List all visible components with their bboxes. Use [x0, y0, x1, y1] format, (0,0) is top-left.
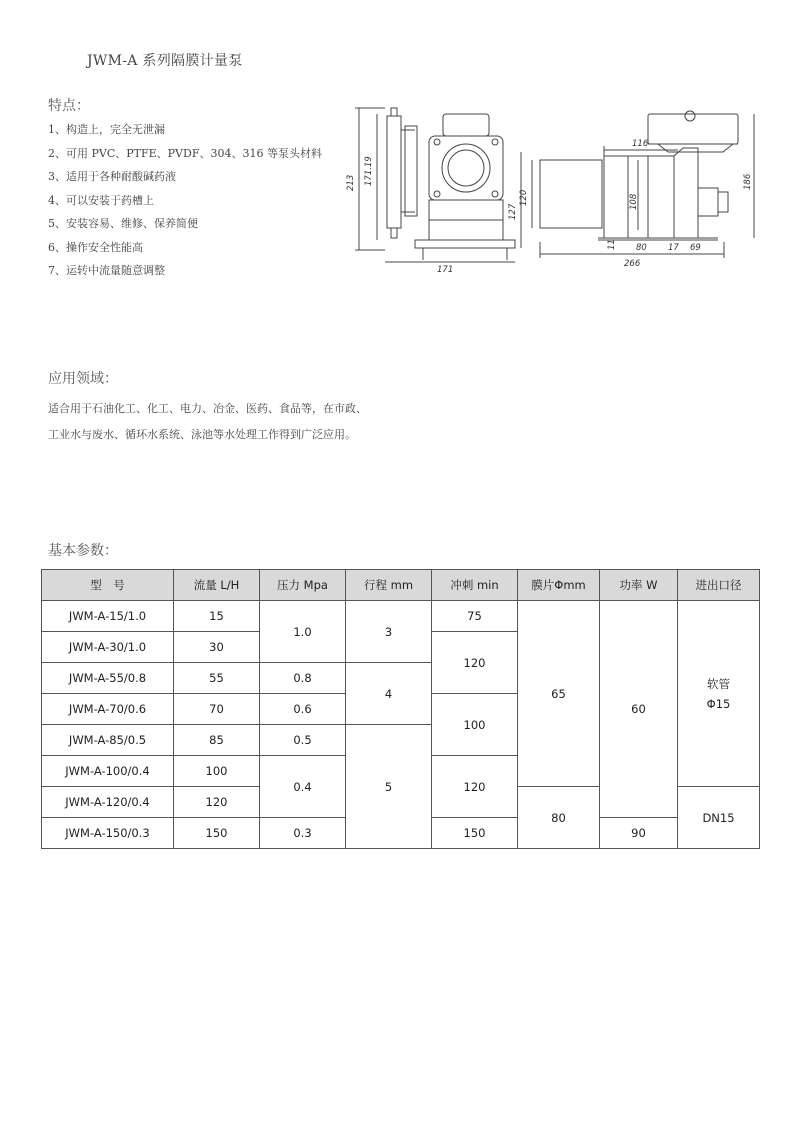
- power-cell: 60: [600, 601, 678, 818]
- dim-127: 127: [508, 203, 518, 220]
- params-heading: 基本参数：: [48, 543, 118, 559]
- model-cell: JWM-A-100/0.4: [42, 756, 174, 787]
- table-header-row: [42, 570, 760, 601]
- feature-item: 6、操作安全性能高: [48, 240, 143, 254]
- front-view-svg: [345, 100, 525, 275]
- header-diaphragm: 膜片Φmm: [518, 570, 600, 601]
- parameters-table: [41, 569, 760, 849]
- dim-11: 11: [607, 239, 617, 250]
- pump-front-view-drawing: [345, 100, 525, 279]
- flow-cell: 70: [174, 694, 260, 725]
- header-port: 进出口径: [678, 570, 760, 601]
- strokes-min-cell: 75: [432, 601, 518, 632]
- dim-171-19: 171.19: [364, 156, 374, 186]
- dim-108: 108: [629, 193, 639, 210]
- stroke-cell: 5: [346, 725, 432, 849]
- strokes-min-cell: 120: [432, 632, 518, 694]
- diaphragm-cell: 80: [518, 787, 600, 849]
- port-line-1: 软管: [707, 676, 730, 691]
- feature-item: 3、适用于各种耐酸碱药液: [48, 170, 176, 183]
- flow-cell: 15: [174, 601, 260, 632]
- feature-item: 1、构造上，完全无泄漏: [48, 123, 165, 136]
- header-power: 功率 W: [600, 570, 678, 601]
- model-cell: JWM-A-85/0.5: [42, 725, 174, 756]
- application-heading: 应用领域：: [48, 371, 118, 387]
- model-cell: JWM-A-30/1.0: [42, 632, 174, 663]
- dim-69: 69: [690, 243, 701, 253]
- feature-item: 4、可以安装于药槽上: [48, 193, 154, 207]
- port-cell: [678, 601, 760, 787]
- dim-120: 120: [519, 189, 529, 206]
- stroke-cell: 4: [346, 663, 432, 725]
- features-heading: 特点：: [48, 98, 90, 114]
- strokes-min-cell: 120: [432, 756, 518, 818]
- diaphragm-cell: 65: [518, 601, 600, 787]
- feature-item: 5、安装容易、维修、保养简便: [48, 217, 198, 230]
- stroke-cell: 3: [346, 601, 432, 663]
- pressure-cell: 0.6: [260, 694, 346, 725]
- header-strokes-per-min: 冲刺 min: [432, 570, 518, 601]
- header-flow: 流量 L/H: [174, 570, 260, 601]
- pressure-cell: 0.5: [260, 725, 346, 756]
- application-line: 适合用于石油化工、化工、电力、冶金、医药、食品等，在市政、: [48, 402, 367, 415]
- flow-cell: 150: [174, 818, 260, 849]
- flow-cell: 120: [174, 787, 260, 818]
- dim-80: 80: [636, 243, 647, 253]
- dim-186: 186: [743, 173, 753, 190]
- header-pressure: 压力 Mpa: [260, 570, 346, 601]
- pressure-cell: 1.0: [260, 601, 346, 663]
- flow-cell: 30: [174, 632, 260, 663]
- model-cell: JWM-A-120/0.4: [42, 787, 174, 818]
- port-line-2: Φ15: [706, 696, 731, 711]
- strokes-min-cell: 100: [432, 694, 518, 756]
- flow-cell: 100: [174, 756, 260, 787]
- dim-17: 17: [668, 243, 679, 253]
- pump-side-view-drawing: [518, 100, 768, 274]
- pressure-cell: 0.4: [260, 756, 346, 818]
- dim-116: 116: [632, 139, 649, 149]
- pressure-cell: 0.3: [260, 818, 346, 849]
- model-cell: JWM-A-70/0.6: [42, 694, 174, 725]
- dim-213: 213: [346, 174, 356, 191]
- table-row: [42, 601, 760, 632]
- feature-item: 7、运转中流量随意调整: [48, 264, 165, 277]
- dim-266: 266: [624, 259, 641, 269]
- model-cell: JWM-A-15/1.0: [42, 601, 174, 632]
- side-view-svg: [518, 100, 768, 270]
- header-model: 型 号: [42, 570, 174, 601]
- model-cell: JWM-A-55/0.8: [42, 663, 174, 694]
- application-text: [48, 396, 418, 448]
- power-cell: 90: [600, 818, 678, 849]
- document-title: JWM-A 系列隔膜计量泵: [87, 53, 243, 69]
- flow-cell: 85: [174, 725, 260, 756]
- dim-171: 171: [437, 265, 454, 275]
- strokes-min-cell: 150: [432, 818, 518, 849]
- features-list: [48, 122, 322, 287]
- port-cell: DN15: [678, 787, 760, 849]
- flow-cell: 55: [174, 663, 260, 694]
- header-stroke: 行程 mm: [346, 570, 432, 601]
- pressure-cell: 0.8: [260, 663, 346, 694]
- application-line: 工业水与废水、循环水系统、泳池等水处理工作得到广泛应用。: [48, 428, 356, 441]
- feature-item: 2、可用 PVC、PTFE、PVDF、304、316 等泵头材料: [48, 146, 322, 160]
- model-cell: JWM-A-150/0.3: [42, 818, 174, 849]
